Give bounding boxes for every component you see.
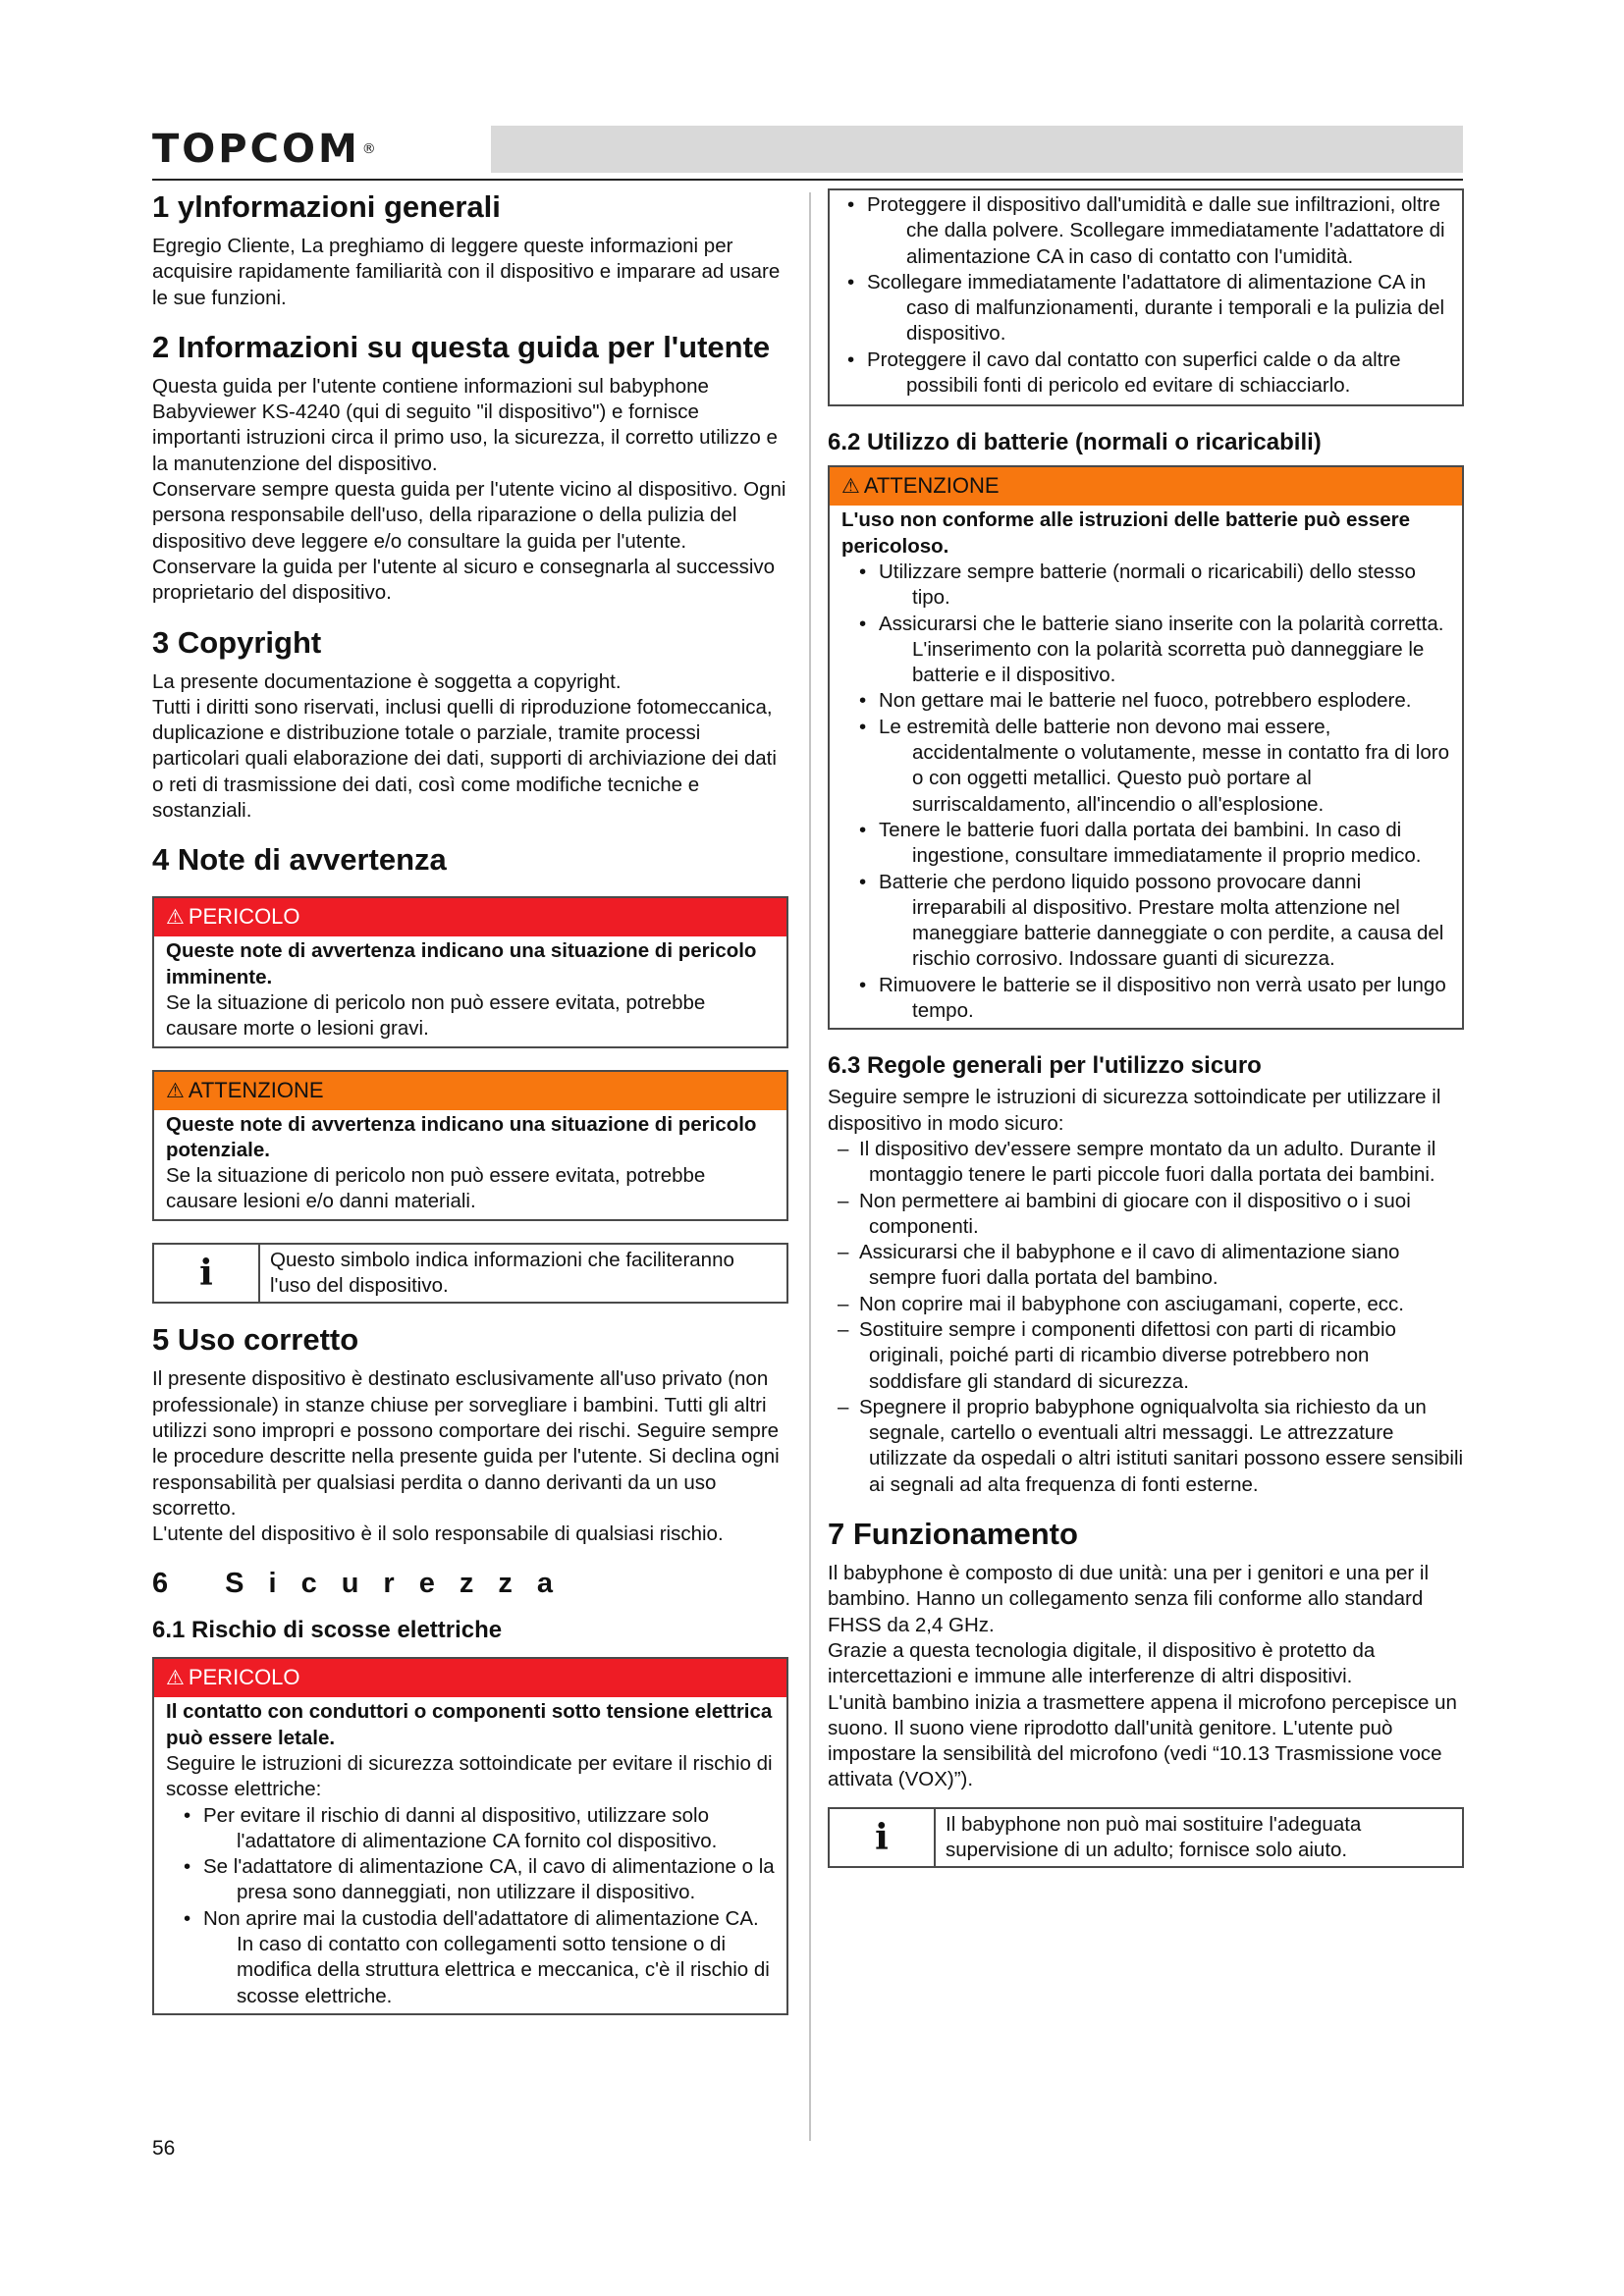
right-column [828, 188, 1464, 1886]
section-title: 1 ylnformazioni generali [152, 189, 501, 224]
bullet: • [859, 689, 867, 713]
danger-body [154, 1697, 786, 2013]
notice-text: Se la situazione di pericolo non può essere evitata, potrebbe causare lesioni e/o danni materiali. [166, 1164, 706, 1213]
warning-header [154, 1072, 786, 1110]
list-item [841, 715, 1450, 818]
list-item-text: Non gettare mai le batterie nel fuoco, potrebbero esplodere. [879, 689, 1412, 713]
paragraph: Questa guida per l'utente contiene informazioni sul babyphone Babyviewer KS-4240 (qui di seguito "il dispositivo") e fornisce importanti istruzioni circa il primo uso, la sicurezza, il corretto utilizzo e la manutenzione del dispositivo. [152, 374, 778, 475]
warning-notice [828, 465, 1464, 1030]
list-item [836, 347, 1452, 400]
list-item [836, 270, 1452, 347]
list-item-text: Batterie che perdono liquido possono provocare danni irreparabili al dispositivo. Prestare molta attenzione nel maneggiare batterie danneggiate o con perdite, a causa del rischio corrosivo. Indossare guanti di sicurezza. [879, 870, 1444, 971]
list-item-text: Per evitare il rischio di danni al dispositivo, utilizzare solo l'adattatore di alimentazione CA fornito col dispositivo. [203, 1803, 718, 1852]
list-item-text: Tenere le batterie fuori dalla portata dei bambini. In caso di ingestione, consultare immediatamente il proprio medico. [879, 818, 1422, 868]
danger-header [154, 898, 786, 936]
paragraph: La presente documentazione è soggetta a copyright. [152, 669, 622, 693]
section-title: 6 Sicurezza [152, 1568, 577, 1600]
list-item [828, 1395, 1464, 1498]
bullet: • [184, 1855, 191, 1879]
notice-text: Seguire le istruzioni di sicurezza sottoindicate per evitare il rischio di scosse elettriche: [166, 1751, 773, 1801]
column-divider [809, 192, 811, 2141]
dash: – [838, 1395, 849, 1418]
paragraph: Egregio Cliente, La preghiamo di leggere queste informazioni per acquisire rapidamente familiarità con il dispositivo e imparare ad usare le sue funzioni. [152, 235, 781, 309]
paragraph: L'unità bambino inizia a trasmettere appena il microfono percepisce un suono. Il suono viene riprodotto dall'unità genitore. L'utente può impostare la sensibilità del microfono (vedi “10.13 Trasmissione voce attivata (VOX)”). [828, 1690, 1457, 1791]
danger-header [154, 1659, 786, 1697]
dash: – [838, 1241, 849, 1264]
danger-label: PERICOLO [188, 904, 300, 930]
list-item [166, 1854, 775, 1906]
registered-mark: ® [361, 141, 376, 157]
list-item-text: Assicurarsi che il babyphone e il cavo di alimentazione siano sempre fuori dalla portata del bambino. [859, 1241, 1400, 1290]
section-5 [152, 1321, 788, 1547]
section-title: 2 Informazioni su questa guida per l'utente [152, 329, 771, 364]
warning-label: ATTENZIONE [863, 473, 1000, 499]
paragraph: Tutti i diritti sono riservati, inclusi quelli di riproduzione fotomeccanica, duplicazione e distribuzione totale o parziale, tramite processi particolari quali elaborazione dei dati, supporti di archiviazione dei dati o reti di trasmissione dei dati, così come modifiche tecniche e sostanziali. [152, 695, 777, 823]
paragraph: Il presente dispositivo è destinato esclusivamente all'uso privato (non professionale) in stanze chiuse per sorvegliare i bambini. Tutti gli altri utilizzi sono impropri e possono comportare dei rischi. Seguire sempre le procedure descritte nella presente guida per l'utente. Si declina ogni responsabilità per qualsiasi perdita o danno derivanti da un uso scorretto. [152, 1367, 780, 1520]
info-text-cell [260, 1245, 786, 1303]
list-item [841, 688, 1450, 714]
list-item-text: Se l'adattatore di alimentazione CA, il cavo di alimentazione o la presa sono danneggiati, non utilizzare il dispositivo. [203, 1855, 775, 1904]
bullet: • [847, 347, 855, 371]
info-notice [152, 1243, 788, 1305]
dash: – [838, 1292, 849, 1315]
subsection-title: 6.2 Utilizzo di batterie (normali o ricaricabili) [828, 429, 1322, 456]
dash: – [838, 1189, 849, 1212]
bullet: • [859, 818, 867, 841]
list-item-text: Scollegare immediatamente l'adattatore di alimentazione CA in caso di malfunzionamenti, durante i temporali e la pulizia del dispositivo. [867, 270, 1445, 346]
bullet: • [859, 973, 867, 996]
list-item-text: Rimuovere le batterie se il dispositivo non verrà usato per lungo tempo. [879, 973, 1446, 1023]
warning-triangle-icon: ⚠ [166, 1667, 185, 1690]
subsection-title: 6.1 Rischio di scosse elettriche [152, 1617, 503, 1644]
notice-bold-text: Queste note di avvertenza indicano una situazione di pericolo potenziale. [166, 1112, 757, 1161]
page-header [152, 126, 1463, 173]
bullet: • [184, 1906, 191, 1930]
warning-notice [152, 1070, 788, 1221]
list-item [841, 818, 1450, 870]
info-icon: i [154, 1245, 260, 1303]
bullet: • [184, 1803, 191, 1827]
notice-text: Se la situazione di pericolo non può essere evitata, potrebbe causare morte o lesioni gravi. [166, 990, 706, 1041]
bullet-list [836, 192, 1452, 399]
section-title: 4 Note di avvertenza [152, 842, 447, 878]
header-band [491, 126, 1463, 173]
list-item-text: Sostituire sempre i componenti difettosi con parti di ricambio originali, poiché parti di ricambio diverse potrebbero non soddisfare gli standard di sicurezza. [859, 1317, 1396, 1393]
list-item [828, 1317, 1464, 1395]
danger-body [154, 936, 786, 1045]
list-item-text: Non permettere ai bambini di giocare con il dispositivo o i suoi componenti. [859, 1189, 1411, 1238]
list-item-text: Non aprire mai la custodia dell'adattatore di alimentazione CA. In caso di contatto con collegamenti sotto tensione o di modifica della struttura elettrica e meccanica, c'è il rischio di scosse elettriche. [203, 1906, 770, 2007]
bullet: • [847, 193, 855, 216]
info-icon: i [830, 1809, 936, 1867]
dash-list [828, 1137, 1464, 1498]
list-item-text: Proteggere il dispositivo dall'umidità e dalle sue infiltrazioni, oltre che dalla polvere. Scollegare immediatamente l'adattatore di alimentazione CA in caso di contatto con l'umidità. [867, 193, 1445, 268]
section-title: 3 Copyright [152, 624, 322, 660]
left-column [152, 188, 788, 2037]
danger-notice [152, 896, 788, 1047]
bullet-list [841, 560, 1450, 1024]
section-1 [152, 188, 788, 311]
section-3 [152, 624, 788, 825]
continued-danger-box [828, 188, 1464, 406]
section-title: 7 Funzionamento [828, 1517, 1078, 1552]
list-item-text: Non coprire mai il babyphone con asciugamani, coperte, ecc. [859, 1292, 1404, 1315]
warning-label: ATTENZIONE [188, 1077, 324, 1102]
paragraph: L'utente del dispositivo è il solo responsabile di qualsiasi rischio. [152, 1522, 724, 1546]
subsection-title: 6.3 Regole generali per l'utilizzo sicuro [828, 1052, 1262, 1080]
topcom-logo [152, 128, 376, 171]
info-text: Questo simbolo indica informazioni che faciliteranno l'uso del dispositivo. [270, 1248, 734, 1298]
list-item [166, 1906, 775, 2009]
list-item [828, 1189, 1464, 1241]
list-item [841, 870, 1450, 973]
list-item [841, 612, 1450, 689]
list-item [828, 1240, 1464, 1292]
warning-triangle-icon: ⚠ [166, 1079, 185, 1102]
info-text: Il babyphone non può mai sostituire l'adeguata supervisione di un adulto; fornisce solo aiuto. [946, 1812, 1362, 1862]
list-item-text: Assicurarsi che le batterie siano inserite con la polarità corretta. L'inserimento con la polarità scorretta può danneggiare le batterie e il dispositivo. [879, 612, 1444, 687]
list-item [841, 560, 1450, 612]
bullet-list [166, 1803, 775, 2009]
list-item [841, 973, 1450, 1025]
warning-triangle-icon: ⚠ [841, 475, 860, 499]
bullet: • [859, 870, 867, 893]
paragraph: Seguire sempre le istruzioni di sicurezza sottoindicate per utilizzare il dispositivo in modo sicuro: [828, 1086, 1441, 1135]
dash: – [838, 1317, 849, 1341]
notice-bold-text: L'uso non conforme alle istruzioni delle batterie può essere pericoloso. [841, 508, 1410, 558]
page-number: 56 [152, 2137, 176, 2160]
logo-text: TOPCOM [152, 127, 360, 172]
list-item [836, 192, 1452, 270]
paragraph: Grazie a questa tecnologia digitale, il dispositivo è protetto da intercettazioni e immune alle interferenze di altri dispositivi. [828, 1638, 1376, 1688]
list-item-text: Le estremità delle batterie non devono mai essere, accidentalmente o volutamente, messe in contatto fra di loro o con oggetti metallici. Questo può portare al surriscaldamento, all'incendio o all'esplosione. [879, 715, 1449, 816]
list-item-text: Proteggere il cavo dal contatto con superfici calde o da altre possibili fonti di pericolo ed evitare di schiacciarlo. [867, 347, 1401, 398]
notice-bold-text: Il contatto con conduttori o componenti sotto tensione elettrica può essere letale. [166, 1700, 773, 1749]
list-item-text: Il dispositivo dev'essere sempre montato da un adulto. Durante il montaggio tenere le parti piccole fuori dalla portata dei bambini. [859, 1137, 1436, 1187]
bullet: • [847, 270, 855, 294]
bullet: • [859, 612, 867, 635]
header-rule [152, 179, 1463, 181]
section-4 [152, 841, 788, 1304]
bullet: • [859, 560, 867, 583]
list-item-text: Utilizzare sempre batterie (normali o ricaricabili) dello stesso tipo. [879, 560, 1416, 610]
dash: – [838, 1137, 849, 1160]
list-item [828, 1137, 1464, 1189]
section-6-3 [828, 1051, 1464, 1498]
bullet: • [859, 715, 867, 738]
danger-notice [152, 1657, 788, 2015]
warning-body [154, 1110, 786, 1219]
section-2 [152, 329, 788, 607]
section-6-2 [828, 428, 1464, 1030]
list-item-text: Spegnere il proprio babyphone ogniqualvolta sia richiesto da un segnale, cartello o eventuali altri messaggi. Le attrezzature utilizzate da ospedali o altri istituti sanitari possono essere sensibili ai segnali ad alta frequenza di fonti esterne. [859, 1395, 1464, 1496]
list-item [166, 1803, 775, 1855]
section-7 [828, 1516, 1464, 1868]
warning-header [830, 467, 1462, 506]
paragraph: Il babyphone è composto di due unità: una per i genitori e una per il bambino. Hanno un collegamento senza fili conforme allo standard FHSS da 2,4 GHz. [828, 1562, 1429, 1636]
section-6 [152, 1565, 788, 2015]
info-text-cell [936, 1809, 1462, 1867]
warning-body [830, 506, 1462, 1028]
warning-triangle-icon: ⚠ [166, 906, 185, 930]
section-title: 5 Uso corretto [152, 1322, 359, 1358]
notice-bold-text: Queste note di avvertenza indicano una situazione di pericolo imminente. [166, 939, 757, 988]
info-notice [828, 1807, 1464, 1869]
danger-label: PERICOLO [188, 1665, 300, 1690]
list-item [828, 1292, 1464, 1317]
paragraph: Conservare sempre questa guida per l'utente vicino al dispositivo. Ogni persona responsabile dell'uso, della riparazione o della pulizia del dispositivo deve leggere e/o consultare la guida per l'utente. Conservare la guida per l'utente al sicuro e consegnarla al successivo proprietario del dispositivo. [152, 478, 786, 605]
